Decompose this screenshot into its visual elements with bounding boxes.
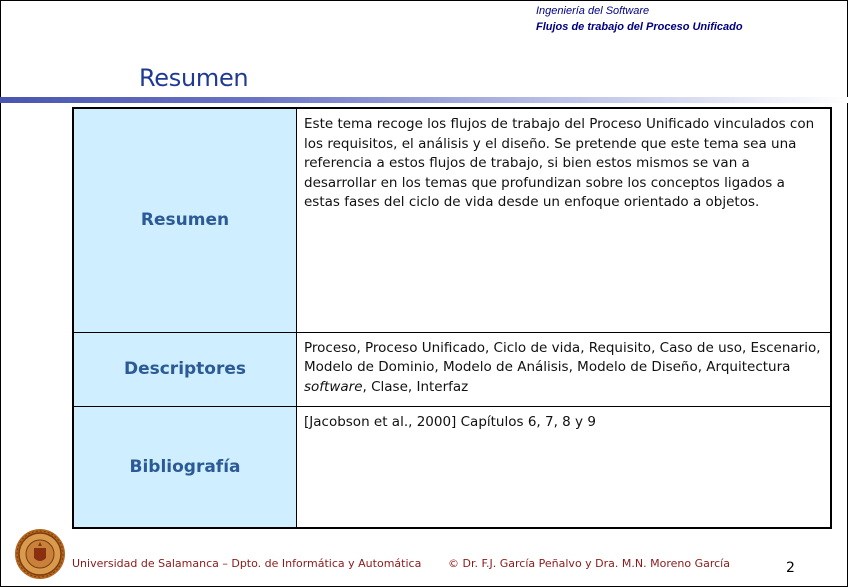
table-row xyxy=(73,406,831,528)
table-row xyxy=(73,332,831,406)
row-label-resumen: Resumen xyxy=(73,108,297,332)
row-text-bibliografia: [Jacobson et al., 2000] Capítulos 6, 7, 8 y 9 xyxy=(297,406,832,528)
descriptores-text-start: Proceso, Proceso Unificado, Ciclo de vida, Requisito, Caso de uso, Escenario, Modelo de Dominio, Modelo de Análisis, Modelo de Diseño, Arquitectura xyxy=(304,339,821,375)
footer-authors: © Dr. F.J. García Peñalvo y Dra. M.N. Moreno García xyxy=(448,557,730,570)
row-label-descriptores: Descriptores xyxy=(73,332,297,406)
course-name: Ingeniería del Software xyxy=(536,5,650,17)
footer-institution: Universidad de Salamanca – Dpto. de Informática y Automática xyxy=(72,557,422,570)
slide-header xyxy=(536,3,743,35)
summary-table xyxy=(72,107,832,529)
page-number: 2 xyxy=(786,560,795,576)
university-seal-icon xyxy=(14,528,66,580)
descriptores-text-end: , Clase, Interfaz xyxy=(362,378,469,395)
row-text-descriptores xyxy=(297,332,832,406)
slide-subtitle: Flujos de trabajo del Proceso Unificado xyxy=(536,21,743,33)
slide-title: Resumen xyxy=(139,64,249,92)
table-row xyxy=(73,108,831,332)
descriptores-italic-term: software xyxy=(304,378,363,395)
title-rule xyxy=(0,97,848,103)
row-label-bibliografia: Bibliografía xyxy=(73,406,297,528)
row-text-resumen: Este tema recoge los flujos de trabajo del Proceso Unificado vinculados con los requisitos, el análisis y el diseño. Se pretende que este tema sea una referencia a estos flujos de trabajo, si bien estos mismos se van a desarrollar en los temas que profundizan sobre los conceptos ligados a estas fases del ciclo de vida desde un enfoque orientado a objetos. xyxy=(297,108,832,332)
